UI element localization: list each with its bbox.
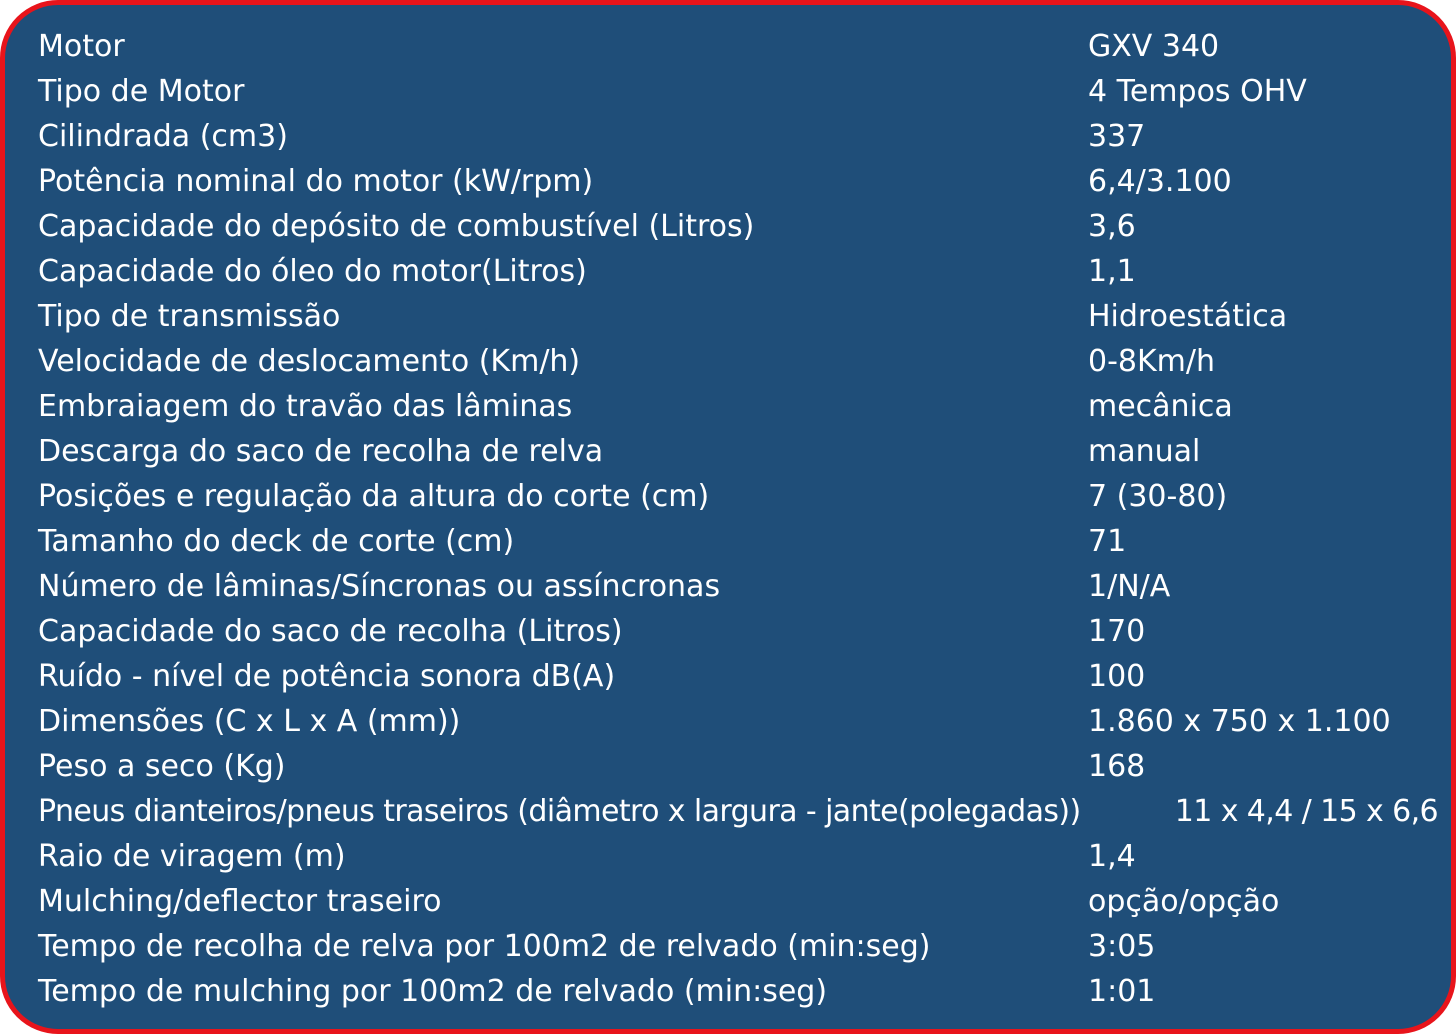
- spec-value: Hidroestática: [1088, 299, 1288, 334]
- spec-value: 1,4: [1088, 839, 1136, 874]
- spec-list: [38, 24, 1438, 1014]
- spec-value: 0-8Km/h: [1088, 344, 1216, 379]
- spec-value: 337: [1088, 119, 1146, 154]
- spec-row-fuel-tank: [38, 204, 1438, 249]
- spec-row-tires: [38, 789, 1438, 834]
- spec-value: mecânica: [1088, 389, 1233, 424]
- spec-label: Capacidade do saco de recolha (Litros): [38, 614, 623, 649]
- spec-value: 168: [1088, 749, 1146, 784]
- spec-value: GXV 340: [1088, 29, 1220, 64]
- spec-value: 1:01: [1088, 974, 1156, 1009]
- spec-value: 11 x 4,4 / 15 x 6,6: [1174, 794, 1438, 829]
- spec-row-motor: [38, 24, 1438, 69]
- spec-row-dimensions: [38, 699, 1438, 744]
- spec-value: 1.860 x 750 x 1.100: [1088, 704, 1391, 739]
- spec-row-noise: [38, 654, 1438, 699]
- spec-row-blade-brake: [38, 384, 1438, 429]
- spec-row-blades: [38, 564, 1438, 609]
- spec-value: 100: [1088, 659, 1146, 694]
- spec-label: Tempo de mulching por 100m2 de relvado (min:seg): [38, 974, 828, 1009]
- spec-label: Motor: [38, 29, 125, 64]
- spec-row-cut-height: [38, 474, 1438, 519]
- spec-row-mulching-time: [38, 969, 1438, 1014]
- spec-label: Posições e regulação da altura do corte (cm): [38, 479, 710, 514]
- spec-value: manual: [1088, 434, 1201, 469]
- spec-row-power: [38, 159, 1438, 204]
- spec-row-bag-discharge: [38, 429, 1438, 474]
- spec-label: Capacidade do óleo do motor(Litros): [38, 254, 587, 289]
- spec-row-collect-time: [38, 924, 1438, 969]
- spec-label: Capacidade do depósito de combustível (Litros): [38, 209, 755, 244]
- spec-label: Embraiagem do travão das lâminas: [38, 389, 573, 424]
- spec-row-displacement: [38, 114, 1438, 159]
- spec-value: 3,6: [1088, 209, 1136, 244]
- spec-label: Cilindrada (cm3): [38, 119, 288, 154]
- spec-row-bag-capacity: [38, 609, 1438, 654]
- spec-value: 3:05: [1088, 929, 1156, 964]
- spec-label: Raio de viragem (m): [38, 839, 346, 874]
- spec-row-engine-type: [38, 69, 1438, 114]
- spec-label: Tempo de recolha de relva por 100m2 de relvado (min:seg): [38, 929, 931, 964]
- spec-label: Mulching/deflector traseiro: [38, 884, 442, 919]
- spec-value: 71: [1088, 524, 1127, 559]
- spec-value: 1/N/A: [1088, 569, 1171, 604]
- spec-value: 170: [1088, 614, 1146, 649]
- spec-row-turning-radius: [38, 834, 1438, 879]
- spec-row-deck-size: [38, 519, 1438, 564]
- spec-label: Pneus dianteiros/pneus traseiros (diâmetro x largura - jante(polegadas)): [38, 794, 1081, 829]
- spec-label: Tamanho do deck de corte (cm): [38, 524, 515, 559]
- spec-value: 6,4/3.100: [1088, 164, 1232, 199]
- spec-value: 1,1: [1088, 254, 1136, 289]
- spec-row-transmission: [38, 294, 1438, 339]
- spec-row-oil-capacity: [38, 249, 1438, 294]
- spec-row-mulching: [38, 879, 1438, 924]
- spec-row-dry-weight: [38, 744, 1438, 789]
- spec-value: 7 (30-80): [1088, 479, 1228, 514]
- spec-label: Descarga do saco de recolha de relva: [38, 434, 604, 469]
- spec-row-speed: [38, 339, 1438, 384]
- spec-label: Dimensões (C x L x A (mm)): [38, 704, 461, 739]
- spec-label: Tipo de transmissão: [38, 299, 341, 334]
- spec-label: Potência nominal do motor (kW/rpm): [38, 164, 594, 199]
- spec-label: Velocidade de deslocamento (Km/h): [38, 344, 581, 379]
- spec-value: opção/opção: [1088, 884, 1280, 919]
- spec-label: Número de lâminas/Síncronas ou assíncronas: [38, 569, 721, 604]
- spec-label: Ruído - nível de potência sonora dB(A): [38, 659, 616, 694]
- spec-value: 4 Tempos OHV: [1088, 74, 1307, 109]
- spec-label: Peso a seco (Kg): [38, 749, 286, 784]
- spec-label: Tipo de Motor: [38, 74, 245, 109]
